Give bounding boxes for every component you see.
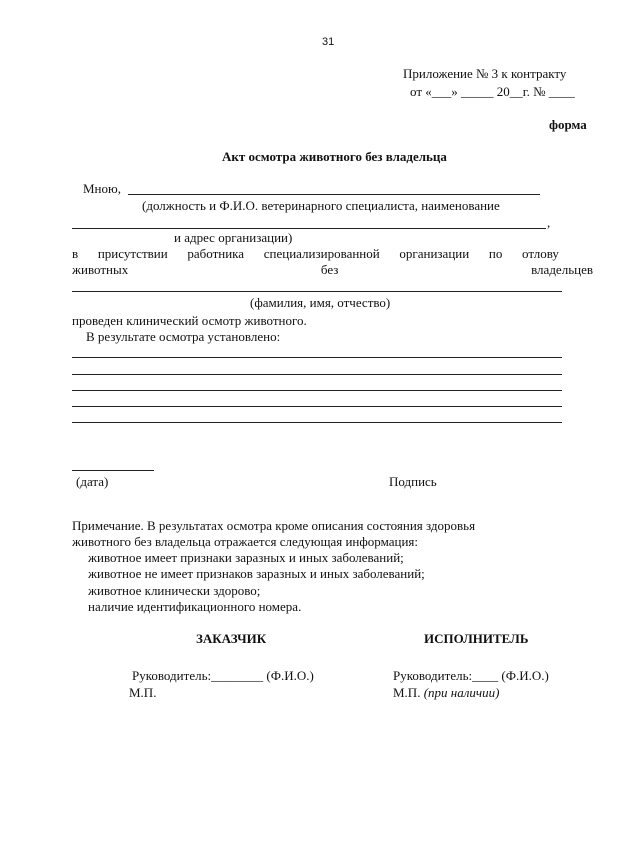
- note-line-1: Примечание. В результатах осмотра кроме описания состояния здоровья: [72, 518, 476, 533]
- appendix-label: Приложение № 3 к контракту: [403, 66, 567, 81]
- contractor-stamp: М.П.: [393, 685, 421, 700]
- contractor-stamp-note: (при наличии): [423, 685, 500, 700]
- comma: ,: [547, 215, 551, 230]
- contractor-head: Руководитель:____ (Ф.И.О.): [393, 668, 549, 683]
- by-me-label: Мною,: [83, 181, 121, 196]
- contract-date-line: от «___» _____ 20__г. № ____: [410, 84, 575, 99]
- word: в: [72, 246, 79, 261]
- result-blank-line: [72, 357, 562, 358]
- date-blank-line: [72, 470, 154, 471]
- position-hint-1: (должность и Ф.И.О. ветеринарного специалиста, наименование: [142, 198, 500, 213]
- contractor-title: ИСПОЛНИТЕЛЬ: [424, 631, 529, 646]
- word: животных: [72, 262, 129, 277]
- customer-stamp: М.П.: [129, 685, 157, 700]
- word: отлову: [522, 246, 559, 261]
- result-blank-line: [72, 422, 562, 423]
- note-item: животное не имеет признаков заразных и иных заболеваний;: [88, 566, 425, 581]
- presence-line-2: [72, 262, 593, 277]
- result-blank-line: [72, 406, 562, 407]
- contractor-stamp-line: [393, 685, 499, 700]
- name-hint: (фамилия, имя, отчество): [250, 295, 391, 310]
- result-intro: В результате осмотра установлено:: [86, 329, 281, 344]
- exam-done-text: проведен клинический осмотр животного.: [72, 313, 307, 328]
- catcher-name-blank-line: [72, 291, 562, 292]
- result-blank-line: [72, 390, 562, 391]
- document-title: Акт осмотра животного без владельца: [222, 149, 447, 164]
- customer-title: ЗАКАЗЧИК: [196, 631, 267, 646]
- word: специализированной: [263, 246, 380, 261]
- word: организации: [399, 246, 470, 261]
- signature-label: Подпись: [389, 474, 437, 489]
- result-blank-line: [72, 374, 562, 375]
- organization-blank-line: [72, 228, 546, 229]
- word: без: [320, 262, 339, 277]
- word: работника: [187, 246, 245, 261]
- specialist-blank-line: [128, 194, 540, 195]
- word: по: [488, 246, 503, 261]
- page-number: 31: [322, 36, 335, 48]
- customer-head: Руководитель:________ (Ф.И.О.): [132, 668, 314, 683]
- word: присутствии: [97, 246, 168, 261]
- date-label: (дата): [76, 474, 109, 489]
- word: владельцев: [531, 262, 593, 277]
- form-label: форма: [549, 117, 587, 132]
- presence-line-1: [72, 246, 559, 261]
- note-item: животное имеет признаки заразных и иных заболеваний;: [88, 550, 404, 565]
- note-line-2: животного без владельца отражается следующая информация:: [72, 534, 419, 549]
- position-hint-2: и адрес организации): [174, 230, 293, 245]
- note-item: животное клинически здорово;: [88, 583, 261, 598]
- note-item: наличие идентификационного номера.: [88, 599, 302, 614]
